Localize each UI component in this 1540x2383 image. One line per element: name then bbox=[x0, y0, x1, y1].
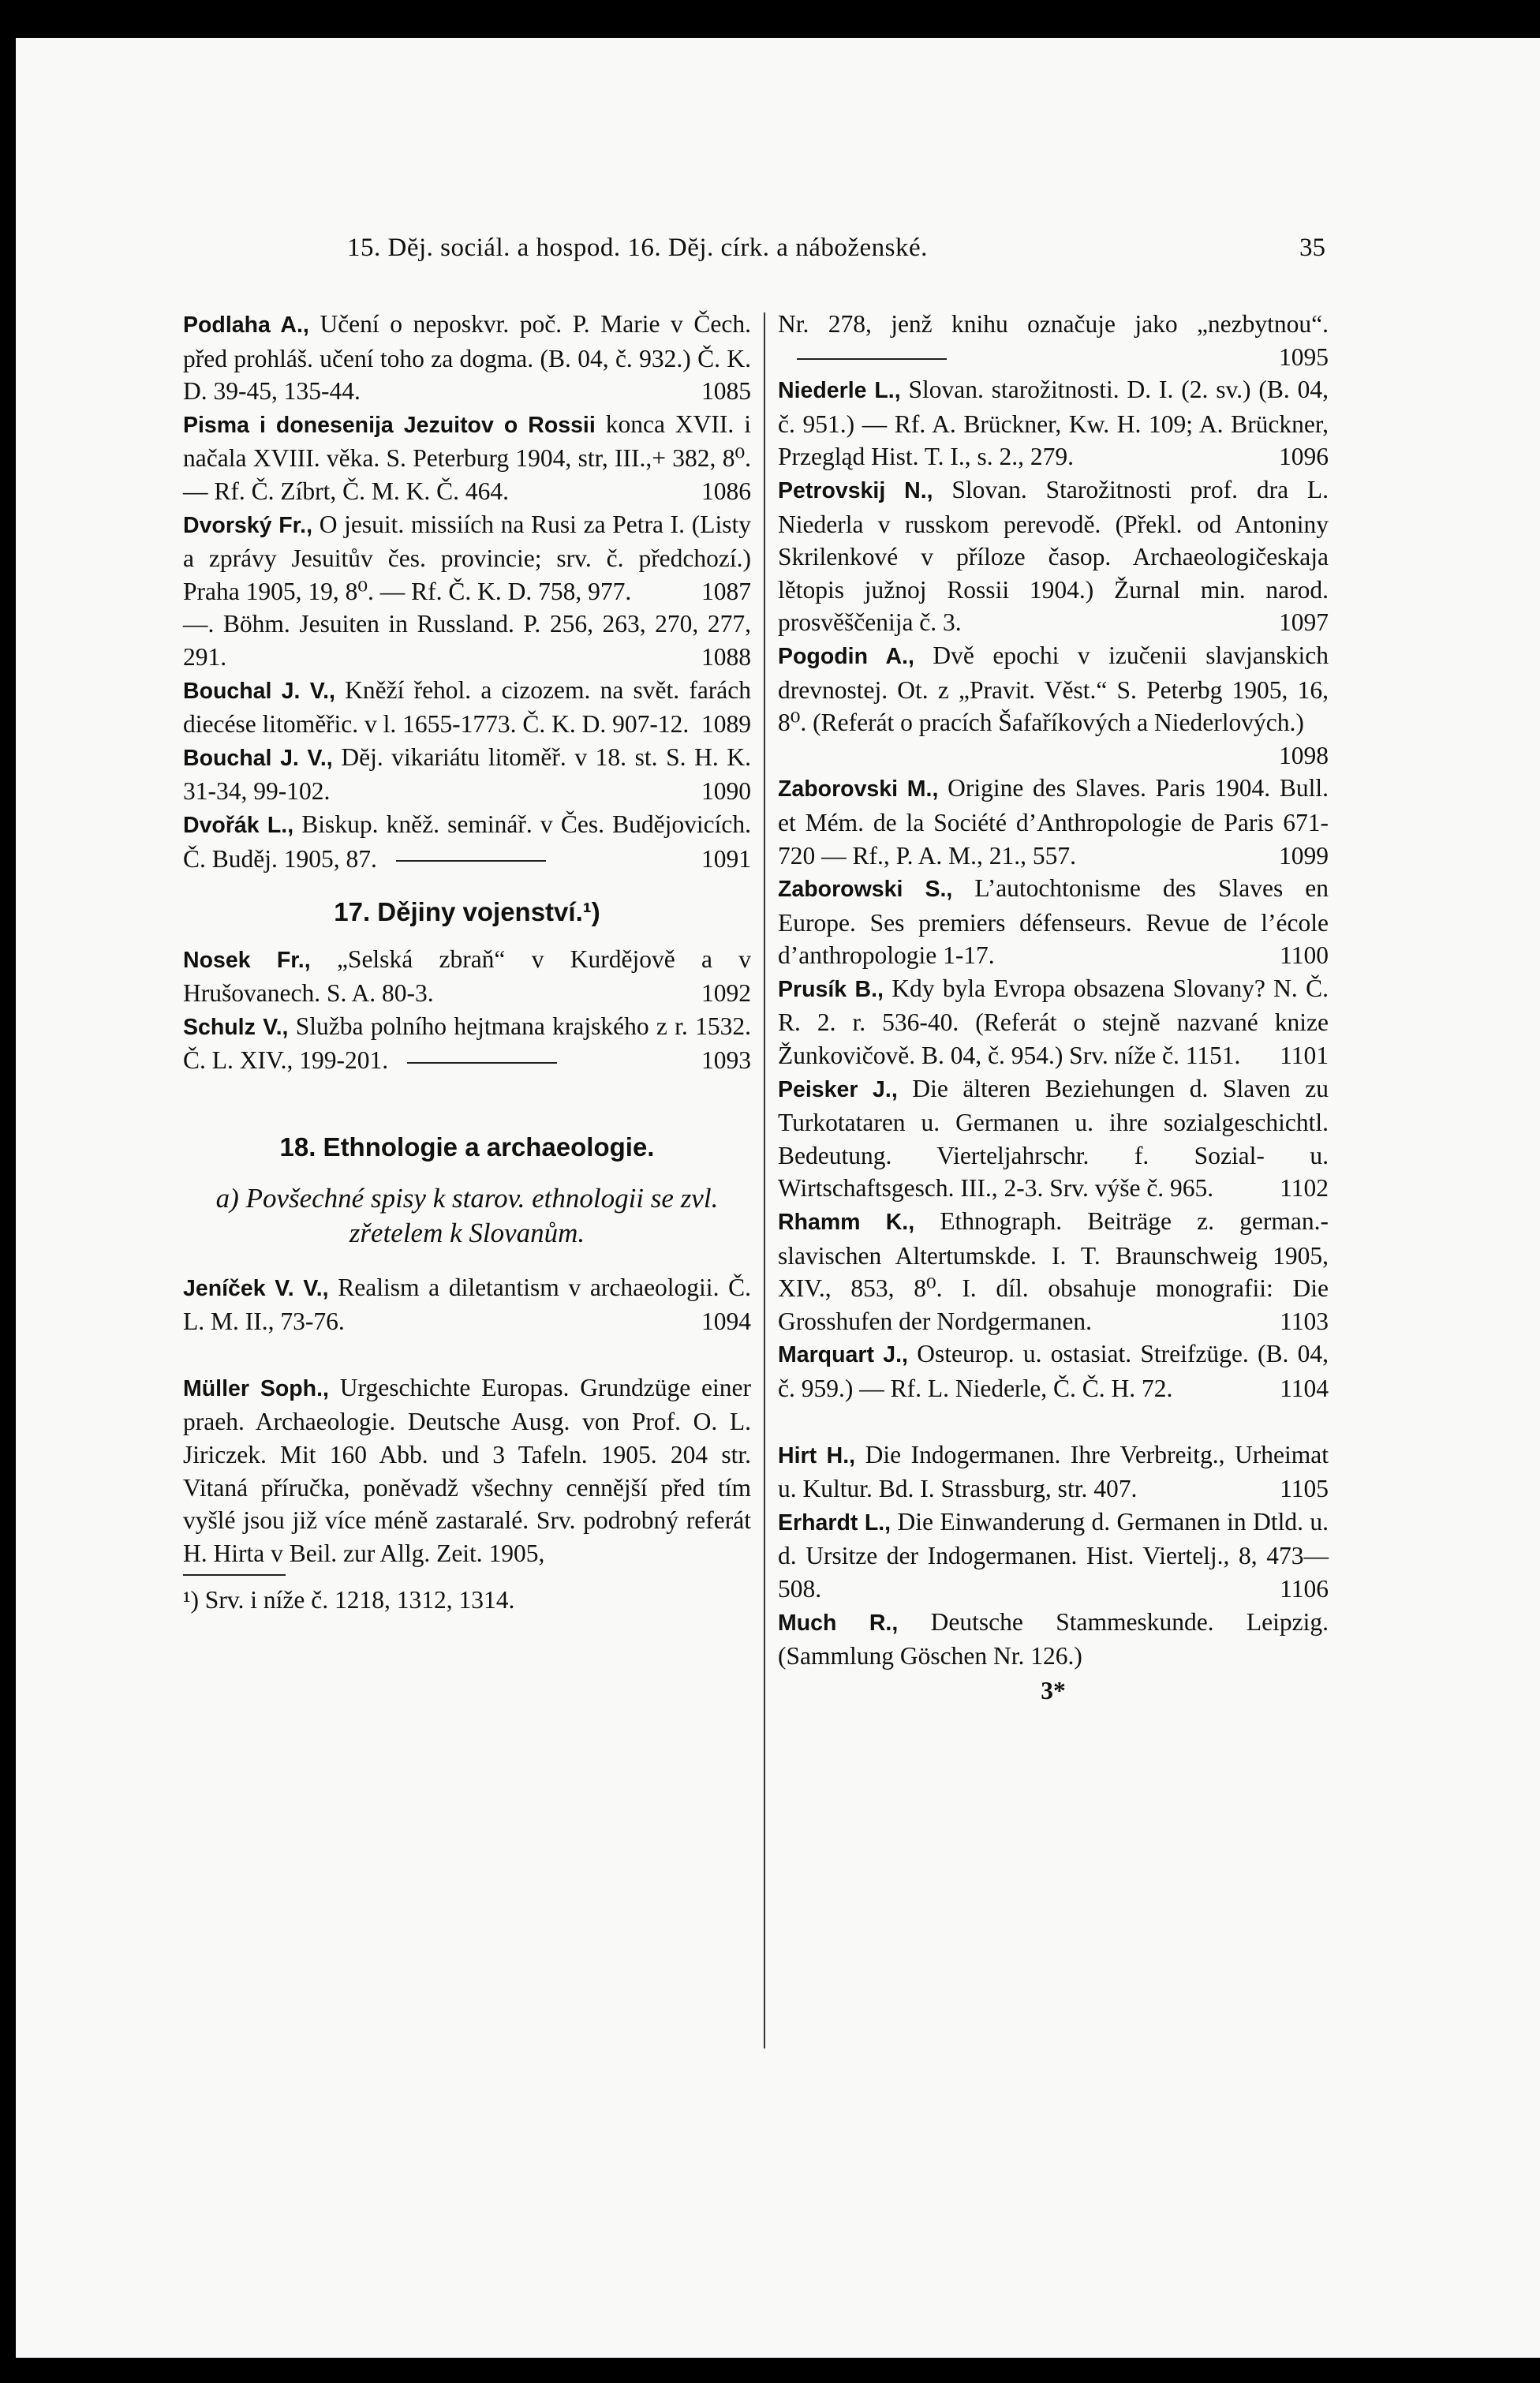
bibliography-entry bbox=[778, 308, 1329, 373]
entry-text: L’autochtonisme des Slaves en Europe. Ses premiers défenseurs. Revue de l’école d’anthropologie 1-17. bbox=[778, 874, 1329, 970]
bibliography-entry bbox=[778, 473, 1329, 639]
entry-number: 1097 bbox=[1279, 608, 1329, 637]
entry-author: Niederle L., bbox=[778, 378, 901, 404]
entry-text: Nr. 278, jenž knihu označuje jako „nezbytnou“. bbox=[778, 310, 1329, 338]
bibliography-entry bbox=[183, 1371, 751, 1570]
entry-text: Kdy byla Evropa obsazena Slovany? N. Č. R. 2. r. 536-40. (Referát o stejně nazvané knize Žunkovičově. B. 04, č. 954.) Srv. níže č. 1151. bbox=[778, 974, 1329, 1070]
running-header bbox=[347, 234, 1325, 273]
entry-text: Realism a diletantism v archaeologii. Č. L. M. II., 73-76. bbox=[183, 1273, 751, 1336]
entry-author: Marquart J., bbox=[778, 1342, 908, 1368]
entry-number: 1101 bbox=[1280, 1042, 1329, 1070]
bibliography-entry bbox=[778, 1506, 1329, 1606]
entry-number: 1106 bbox=[1280, 1574, 1329, 1603]
entry-text: Slovan. Starožitnosti prof. dra L. Niederla v russkom perevodě. (Překl. od Antoniny Skrilenkové v příloze časop. Archaeologičeskaja lětopis južnoj Rossii 1904.) Žurnal min. narod. prosvěščenija č. 3. bbox=[778, 475, 1329, 637]
entry-author: Schulz V., bbox=[183, 1014, 289, 1040]
entry-author: Müller Soph., bbox=[183, 1375, 329, 1401]
bibliography-entry bbox=[183, 808, 751, 875]
bibliography-entry bbox=[183, 408, 751, 508]
entry-number: 1094 bbox=[701, 1307, 751, 1336]
bibliography-entry bbox=[778, 373, 1329, 473]
entry-author: Pisma i donesenija Jezuitov o Rossii bbox=[183, 412, 596, 438]
section-end-rule bbox=[797, 358, 947, 360]
entry-text: Die älteren Beziehungen d. Slaven zu Turkotataren u. Germanen u. ihre sozialgeschichtl. Bedeutung. Vierteljahrschr. f. Sozial- u. Wirtschaftsgesch. III., 2-3. Srv. výše č. 965. bbox=[778, 1074, 1329, 1203]
bibliography-entry bbox=[183, 741, 751, 808]
entry-number: 1093 bbox=[701, 1046, 751, 1075]
bibliography-entry bbox=[183, 608, 751, 673]
entry-text: Dvě epochi v izučenii slavjanskich drevnostej. Ot. z „Pravit. Věst.“ S. Peterbg 1905, 16, 8⁰. (Referát o pracích Šafaříkových a Niederlových.) bbox=[778, 641, 1329, 737]
section-heading-17: 17. Dějiny vojenství.¹) bbox=[334, 897, 600, 927]
entry-text: —. Böhm. Jesuiten in Russland. P. 256, 263, 270, 277, 291. bbox=[183, 610, 751, 671]
footnote: ¹) Srv. i níže č. 1218, 1312, 1314. bbox=[183, 1586, 515, 1614]
entry-text: Dĕj. vikariátu litoměř. v 18. st. S. H. K. 31-34, 99-102. bbox=[183, 743, 752, 806]
entry-number: 1096 bbox=[1279, 443, 1329, 471]
subsection-heading: a) Povšechné spisy k starov. ethnologii se zvl. zřetelem k Slovanům. bbox=[215, 1182, 719, 1248]
entry-number: 1092 bbox=[701, 979, 751, 1008]
entry-number: 1088 bbox=[701, 642, 751, 671]
bibliography-entry bbox=[778, 1438, 1329, 1506]
entry-text: Urgeschichte Europas. Grundzüge einer praeh. Archaeologie. Deutsche Ausg. von Prof. O. L. Jiriczek. Mit 160 Abb. und 3 Tafeln. 1905. 204 str. Vitaná příručka, poněvadž všechny cennější před tím vyšlé jsou již více méně zastaralé. Srv. podrobný referát H. Hirta v Beil. zur Allg. Zeit. 1905, bbox=[183, 1373, 752, 1567]
column-divider bbox=[764, 312, 765, 2048]
entry-number: 1104 bbox=[1280, 1375, 1329, 1402]
page-number: 35 bbox=[1299, 234, 1325, 262]
entry-author: Peisker J., bbox=[778, 1076, 898, 1102]
entry-author: Much R., bbox=[778, 1610, 899, 1636]
entry-author: Hirt H., bbox=[778, 1442, 856, 1468]
entry-author: Nosek Fr., bbox=[183, 947, 311, 973]
header-title: 15. Dĕj. sociál. a hospod. 16. Dĕj. círk. a náboženské. bbox=[347, 234, 928, 262]
entry-author: Bouchal J. V., bbox=[183, 678, 335, 704]
entry-text: Služba polního hejtmana krajského z r. 1532. Č. L. XIV., 199-201. bbox=[183, 1012, 751, 1075]
bibliography-entry bbox=[778, 1072, 1329, 1205]
entry-text: Osteurop. u. ostasiat. Streifzüge. (B. 04, č. 959.) — Rf. L. Niederle, Č. Č. H. 72. bbox=[778, 1340, 1329, 1402]
entry-number: 1090 bbox=[701, 777, 751, 806]
entry-author: Rhamm K., bbox=[778, 1210, 915, 1236]
signature-mark: 3* bbox=[1041, 1676, 1066, 1704]
entry-author: Zaborowski S., bbox=[778, 877, 953, 903]
entry-author: Erhardt L., bbox=[778, 1509, 891, 1536]
entry-text: O jesuit. missiích na Rusi za Petra I. (Listy a zprávy Jesuitův čes. provincie; srv. č. předchozí.) Praha 1905, 19, 8⁰. — Rf. Č. K. D. 758, 977. bbox=[183, 510, 751, 605]
bibliography-entry bbox=[778, 872, 1329, 972]
entry-text: Ethnograph. Beiträge z. german.-slavischen Altertumskde. I. T. Braunschweig 1905, XIV., 853, 8⁰. I. díl. obsahuje monografii: Die Grosshufen der Nordgermanen. bbox=[778, 1207, 1329, 1335]
bibliography-entry bbox=[183, 1010, 751, 1077]
section-heading-18: 18. Ethnologie a archaeologie. bbox=[279, 1132, 655, 1162]
entry-number: 1099 bbox=[1279, 841, 1329, 870]
entry-number: 1091 bbox=[701, 844, 751, 873]
entry-text: konca XVII. i načala XVIII. věka. S. Peterburg 1904, str, III.,+ 382, 8⁰. — Rf. Č. Zíbrt, Č. M. K. Č. 464. bbox=[183, 410, 751, 505]
entry-author: Zaborovski M., bbox=[778, 776, 939, 802]
section-end-rule bbox=[407, 1062, 557, 1064]
entry-author: Bouchal J. V., bbox=[183, 745, 333, 771]
entry-text: Origine des Slaves. Paris 1904. Bull. et Mém. de la Société d’Anthropologie de Paris 671-720 — Rf., P. A. M., 21., 557. bbox=[778, 774, 1329, 870]
entry-author: Petrovskij N., bbox=[778, 477, 933, 503]
entry-number: 1095 bbox=[1279, 342, 1329, 371]
entry-number: 1087 bbox=[701, 577, 751, 605]
entry-number: 1103 bbox=[1280, 1307, 1329, 1335]
bibliography-entry bbox=[183, 674, 751, 741]
entry-number: 1098 bbox=[1279, 741, 1329, 769]
entry-author: Dvorský Fr., bbox=[183, 512, 312, 538]
entry-author: Podlaha A., bbox=[183, 312, 309, 338]
entry-text: Deutsche Stammeskunde. Leipzig. (Sammlung Göschen Nr. 126.) bbox=[778, 1607, 1329, 1670]
bibliography-entry bbox=[778, 772, 1329, 872]
entry-text: Učení o neposkvr. poč. P. Marie v Čech. před prohláš. učení toho za dogma. (B. 04, č. 932.) Č. K. D. 39-45, 135-44. bbox=[183, 310, 751, 406]
entry-text: „Selská zbraň“ v Kurdějově a v Hrušovanech. S. A. 80-3. bbox=[183, 945, 752, 1008]
entry-text: Slovan. starožitnosti. D. I. (2. sv.) (B. 04, č. 951.) — Rf. A. Brückner, Kw. H. 109; A. Brückner, Przegląd Hist. T. I., s. 2., 279. bbox=[778, 376, 1329, 471]
entry-author: Prusík B., bbox=[778, 976, 884, 1002]
bibliography-entry bbox=[183, 508, 751, 608]
entry-number: 1085 bbox=[701, 377, 751, 406]
entry-author: Pogodin A., bbox=[778, 643, 914, 669]
entry-number: 1089 bbox=[701, 710, 751, 739]
entry-text: Biskup. kněž. seminář. v Čes. Budějovicích. Č. Buděj. 1905, 87. bbox=[183, 810, 752, 873]
bibliography-entry bbox=[778, 639, 1329, 772]
left-column bbox=[183, 308, 751, 1617]
entry-number: 1102 bbox=[1280, 1174, 1329, 1203]
section-end-rule bbox=[396, 860, 546, 862]
entry-text: Kněží řehol. a cizozem. na svět. farách diecése litoměřic. v l. 1655-1773. Č. K. D. 907-12. bbox=[183, 675, 752, 739]
entry-text: Die Indogermanen. Ihre Verbreitg., Urheimat u. Kultur. Bd. I. Strassburg, str. 407. bbox=[778, 1440, 1329, 1503]
bibliography-entry bbox=[183, 943, 751, 1010]
entry-author: Dvořák L., bbox=[183, 812, 294, 838]
bibliography-entry bbox=[778, 972, 1329, 1072]
bibliography-entry bbox=[183, 308, 751, 408]
entry-text: Die Einwanderung d. Germanen in Dtld. u. d. Ursitze der Indogermanen. Hist. Viertelj., 8, 473—508. bbox=[778, 1507, 1329, 1603]
bibliography-entry bbox=[183, 1271, 751, 1338]
entry-number: 1100 bbox=[1280, 941, 1329, 970]
entry-number: 1105 bbox=[1280, 1475, 1329, 1503]
bibliography-entry bbox=[778, 1205, 1329, 1337]
right-column bbox=[778, 308, 1329, 1707]
entry-number: 1086 bbox=[701, 477, 751, 505]
footnote-rule bbox=[183, 1574, 286, 1576]
bibliography-entry bbox=[778, 1606, 1329, 1673]
bibliography-entry bbox=[778, 1337, 1329, 1405]
entry-author: Jeníček V. V., bbox=[183, 1275, 329, 1301]
